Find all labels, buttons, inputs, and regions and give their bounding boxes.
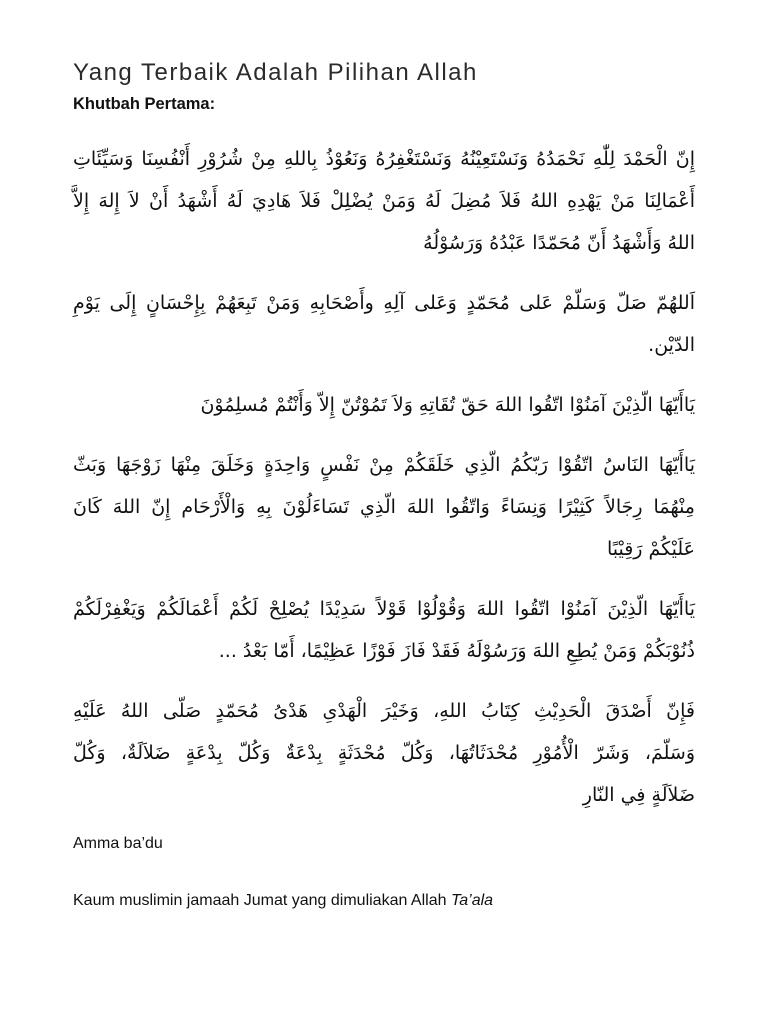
arabic-line: يَاأَيّهَا الّذِيْنَ آمَنُوْا اتّقُوا اللهَ حَقّ تُقَاتِهِ وَلاَ تَمُوْتُنّ إِلاّ وَأَنْتُمْ مُسلِمُوْنَ xyxy=(200,394,695,416)
arabic-line: ذُنُوْبَكُمْ وَمَنْ يُطِعِ اللهَ وَرَسُوْلَهُ فَقَدْ فَازَ فَوْزًا عَظِيْمًا، أَمّا بَعْدُ ... xyxy=(218,640,695,662)
arabic-paragraph-opening-praise xyxy=(73,138,695,264)
arabic-paragraph-verse-ali-imran xyxy=(73,384,695,426)
arabic-paragraph-verse-an-nisa xyxy=(73,444,695,570)
page-title: Yang Terbaik Adalah Pilihan Allah xyxy=(73,59,478,86)
arabic-line: إِنّ الْحَمْدَ لِلّٰهِ نَحْمَدُهُ وَنَسْتَعِيْنُهُ وَنَسْتَغْفِرُهُ وَنَعُوْذُ بِاللهِ مِنْ شُرُوْرِ أَنْفُسِنَا وَسَيِّئَاتِ xyxy=(73,148,695,170)
arabic-paragraph-verse-al-ahzab xyxy=(73,588,695,672)
arabic-line: يَاأَيّهَا النَاسُ اتّقُوْا رَبّكُمُ الّذِي خَلَقَكُمْ مِنْ نَفْسٍ وَاحِدَةٍ وَخَلَقَ مِنْهَا زَوْجَهَا وَبَثّ xyxy=(73,454,695,476)
section-heading: Khutbah Pertama: xyxy=(73,95,216,113)
amma-badu-text: Amma ba’du xyxy=(73,835,163,852)
arabic-line: الدّيْن. xyxy=(648,334,695,356)
arabic-line: اللهُ وَأَشْهَدُ أَنّ مُحَمّدًا عَبْدُهُ وَرَسُوْلُهُ xyxy=(423,232,695,254)
arabic-line: اَللهُمّ صَلّ وَسَلّمْ عَلى مُحَمّدٍ وَعَلى آلِهِ وأَصْحَابِهِ وَمَنْ تَبِعَهُمْ بِإِحْسَانٍ إِلَى يَوْمِ xyxy=(73,292,695,314)
closing-text: Kaum muslimin jamaah Jumat yang dimuliakan Allah xyxy=(73,892,451,909)
arabic-text-block xyxy=(73,138,695,816)
arabic-paragraph-salawat xyxy=(73,282,695,366)
arabic-paragraph-hadith xyxy=(73,690,695,816)
arabic-line: أَعْمَالِنَا مَنْ يَهْدِهِ اللهُ فَلاَ مُضِلَ لَهُ وَمَنْ يُضْلِلْ فَلاَ هَادِيَ لَهُ أَشْهَدُ أَنْ لاَ إِلهَ إِلاَّ xyxy=(73,190,695,212)
arabic-line: ضَلاَلَةٍ فِي النّارِ xyxy=(582,784,695,806)
arabic-line: عَلَيْكُمْ رَقِيْبًا xyxy=(606,538,695,560)
closing-line xyxy=(73,891,695,911)
closing-italic-text: Ta’ala xyxy=(450,892,494,909)
arabic-line: مِنْهُمَا رِجَالاً كَثِيْرًا وَنِسَاءً وَاتّقُوا اللهَ الّذِي تَسَاءَلُوْنَ بِهِ وَالْأَرْحَام إِنّ اللهَ كَانَ xyxy=(73,496,695,518)
arabic-line: وَسَلّمَ، وَشَرّ الْأُمُوْرِ مُحْدَثَاتُهَا، وَكُلّ مُحْدَثَةٍ بِدْعَةٌ وَكُلّ بِدْعَةٍ ضَلاَلَةٌ، وَكُلّ xyxy=(73,742,695,764)
arabic-line: يَاأَيّهَا الّذِيْنَ آمَنُوْا اتّقُوا اللهَ وَقُوْلُوْا قَوْلاً سَدِيْدًا يُصْلِحْ لَكُمْ أَعْمَالَكُمْ وَيَغْفِرْلَكُمْ xyxy=(73,598,695,620)
arabic-line: فَإِنّ أَصْدَقَ الْحَدِيْثِ كِتَابُ اللهِ، وَخَيْرَ الْهَدْىِ هَدْىُ مُحَمّدٍ صَلّى اللهُ عَلَيْهِ xyxy=(73,700,695,722)
